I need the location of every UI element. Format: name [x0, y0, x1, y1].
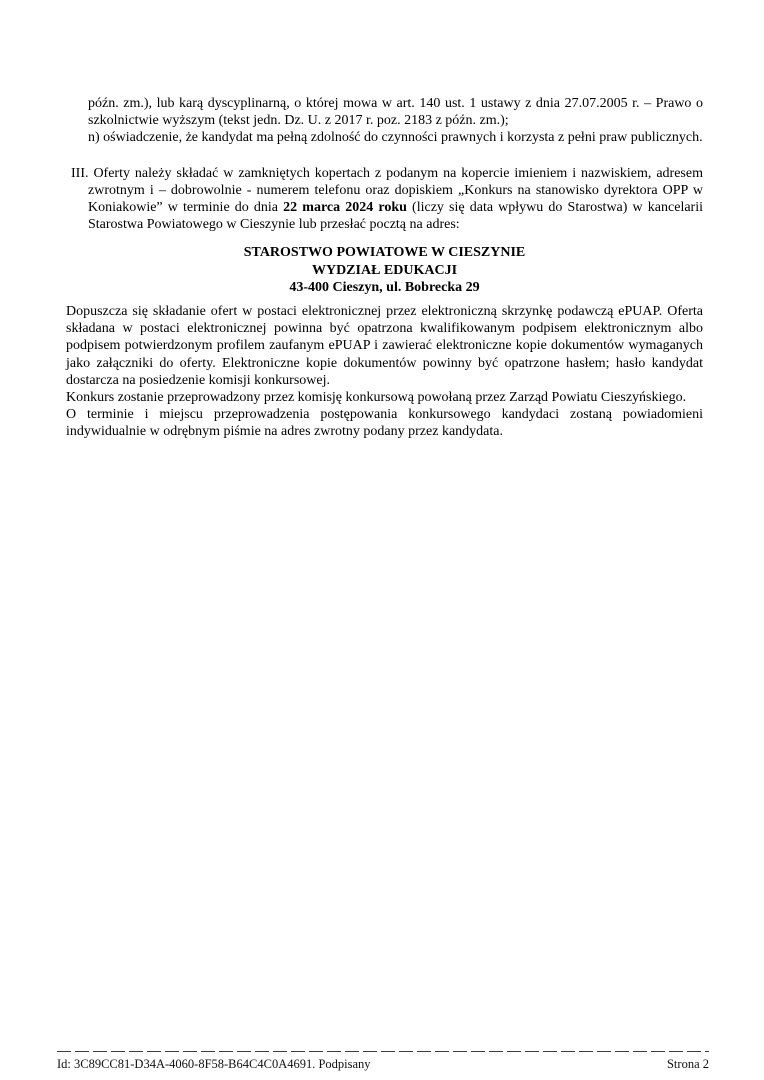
item-m-continuation-text: późn. zm.), lub karą dyscyplinarną, o której mowa w art. 140 ust. 1 ustawy z dnia 27.07.2005 r. – Prawo o szkolnictwie wyższym (tekst jedn. Dz. U. z 2017 r. poz. 2183 z późn. zm.); — [88, 96, 703, 129]
paragraph-epuap: Dopuszcza się składanie ofert w postaci elektronicznej przez elektroniczną skrzynkę podawczą ePUAP. Oferta składana w postaci elektronicznej powinna być opatrzona kwalifikowanym podpisem elektronicznym albo podpisem potwierdzonym profilem zaufanym ePUAP i zawierać elektroniczne kopie dokumentów wymaganych jako załączniki do oferty. Elektroniczne kopie dokumentów powinny być opatrzone hasłem; hasło kandydat dostarcza na posiedzenie komisji konkursowej. — [66, 304, 703, 388]
list-item-n-text: oświadczenie, że kandydat ma pełną zdolność do czynności prawnych i korzysta z pełni praw publicznych. — [103, 130, 703, 146]
document-content — [0, 0, 764, 441]
address-line-department: WYDZIAŁ EDUKACJI — [311, 262, 458, 278]
page-number-label: Strona 2 — [666, 1057, 709, 1071]
list-item-n-marker: n) — [88, 130, 100, 146]
section-iii-text-after: (liczy się data wpływu do Starostwa) w kancelarii Starostwa Powiatowego w Cieszynie lub przesłać pocztą na adres: — [88, 200, 703, 233]
section-iii-marker: III. — [71, 165, 89, 181]
list-item-n — [88, 129, 703, 146]
page-footer — [57, 1051, 709, 1072]
footer-row — [57, 1057, 709, 1072]
postal-address-block — [66, 244, 703, 296]
section-iii-text-before: Oferty należy składać w zamkniętych kopertach z podanym na kopercie imieniem i nazwiskiem, adresem zwrotnym i – dobrowolnie - numerem telefonu oraz dopiskiem „Konkurs na stanowisko dyrektora OPP w Koniakowie” w terminie do dnia — [88, 165, 703, 216]
section-iii-deadline-bold: 22 marca 2024 roku — [283, 200, 407, 216]
body-paragraphs — [66, 303, 703, 441]
address-line-street: 43-400 Cieszyn, ul. Bobrecka 29 — [289, 279, 480, 295]
address-line-institution: STAROSTWO POWIATOWE W CIESZYNIE — [243, 245, 526, 261]
footer-divider-line — [57, 1051, 709, 1052]
paragraph-commission: Konkurs zostanie przeprowadzony przez komisję konkursową powołaną przez Zarząd Powiatu Cieszyńskiego. — [66, 390, 687, 406]
section-iii-paragraph — [71, 165, 703, 234]
document-id-text: Id: 3C89CC81-D34A-4060-8F58-B64C4C0A4691. Podpisany — [57, 1057, 371, 1071]
paragraph-notification: O terminie i miejscu przeprowadzenia postępowania konkursowego kandydaci zostaną powiadomieni indywidualnie w odrębnym piśmie na adres zwrotny podany przez kandydata. — [66, 407, 703, 440]
